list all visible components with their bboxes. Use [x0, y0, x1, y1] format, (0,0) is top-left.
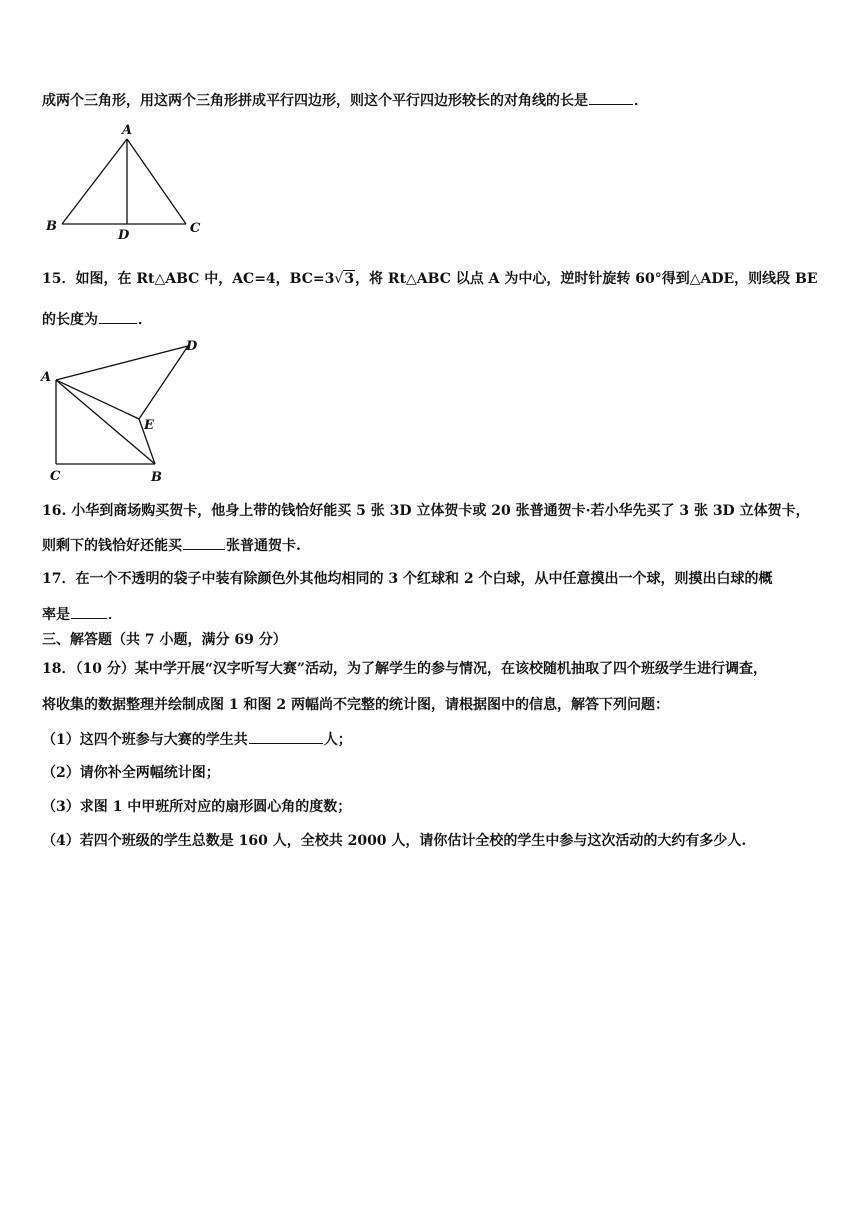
q16-text-c: 张普通贺卡.: [226, 538, 301, 554]
q18-line2: [42, 696, 669, 714]
label-b: B: [46, 219, 57, 234]
edge-ab: [62, 139, 127, 224]
edge-ac: [127, 139, 186, 224]
label-d: D: [186, 339, 198, 354]
q18-text-b: 将收集的数据整理并绘制成图 1 和图 2 两幅尚不完整的统计图，请根据图中的信息，解答下列问题：: [42, 697, 669, 713]
q18-part2: [42, 764, 220, 782]
label-b: B: [151, 470, 162, 485]
q15-answer-blank[interactable]: [99, 310, 137, 324]
q18-part1: [42, 730, 352, 749]
q15-line2: [42, 310, 152, 329]
q18-part2-text: （2）请你补全两幅统计图；: [42, 765, 220, 781]
q17-text-b: 率是: [42, 607, 70, 623]
q15-text-c: 的长度为: [42, 312, 98, 328]
q18-text-a: 18．（10 分）某中学开展“汉字听写大赛”活动，为了解学生的参与情况，在该校随机抽取了四个班级学生进行调查，: [42, 661, 767, 677]
q17-line1: [42, 570, 772, 588]
q14-text-line: [42, 91, 648, 110]
label-c: C: [190, 221, 201, 236]
label-e: E: [144, 418, 154, 433]
q18-part1-text: （1）这四个班参与大赛的学生共: [42, 732, 248, 748]
q18-part1-blank[interactable]: [249, 730, 323, 744]
q18-part4-text: （4）若四个班级的学生总数是 160 人，全校共 2000 人，请你估计全校的学生中参与这次活动的大约有多少人.: [42, 833, 747, 849]
section-title: 三、解答题（共 7 小题，满分 69 分）: [42, 632, 287, 648]
q15-end: ．: [138, 312, 152, 328]
q18-line1: [42, 660, 767, 678]
q15-text-a: 15．如图，在 Rt△ABC 中，AC=4，BC=3: [42, 271, 335, 287]
q17-answer-blank[interactable]: [71, 605, 107, 619]
q16-text-a: 16. 小华到商场购买贺卡，他身上带的钱恰好能买 5 张 3D 立体贺卡或 20 张普通贺卡·若小华先买了 3 张 3D 立体贺卡，: [42, 503, 810, 519]
q16-line2: [42, 536, 301, 555]
q17-line2: [42, 605, 122, 624]
q14-answer-blank[interactable]: [589, 91, 633, 105]
q17-text-a: 17．在一个不透明的袋子中装有除颜色外其他均相同的 3 个红球和 2 个白球，从中任意摸出一个球，则摸出白球的概: [42, 571, 773, 587]
q18-part3-text: （3）求图 1 中甲班所对应的扇形圆心角的度数；: [42, 799, 352, 815]
label-d: D: [118, 228, 130, 243]
q18-part4: [42, 832, 746, 850]
q15-rotation-figure: [38, 336, 208, 486]
q14-triangle-figure: [40, 120, 210, 245]
q16-line1: [42, 502, 810, 520]
q15-line1: [42, 270, 818, 288]
q17-end: ．: [108, 607, 122, 623]
section-heading: [42, 631, 287, 649]
sqrt-value: 3: [344, 271, 355, 287]
q16-text-b: 则剩下的钱恰好还能买: [42, 538, 182, 554]
label-a: A: [41, 370, 52, 385]
q14-text: 成两个三角形，用这两个三角形拼成平行四边形，则这个平行四边形较长的对角线的长是: [42, 93, 588, 109]
label-a: A: [122, 123, 133, 138]
sqrt-symbol: √3: [334, 271, 355, 287]
edge-ae: [56, 380, 139, 419]
label-c: C: [50, 469, 61, 484]
q18-part3: [42, 798, 351, 816]
q15-text-b: ，将 Rt△ABC 以点 A 为中心，逆时针旋转 60°得到△ADE，则线段 BE: [355, 271, 818, 287]
q16-answer-blank[interactable]: [183, 536, 225, 550]
q18-part1-end: 人；: [323, 732, 352, 748]
q14-end: ．: [634, 93, 648, 109]
